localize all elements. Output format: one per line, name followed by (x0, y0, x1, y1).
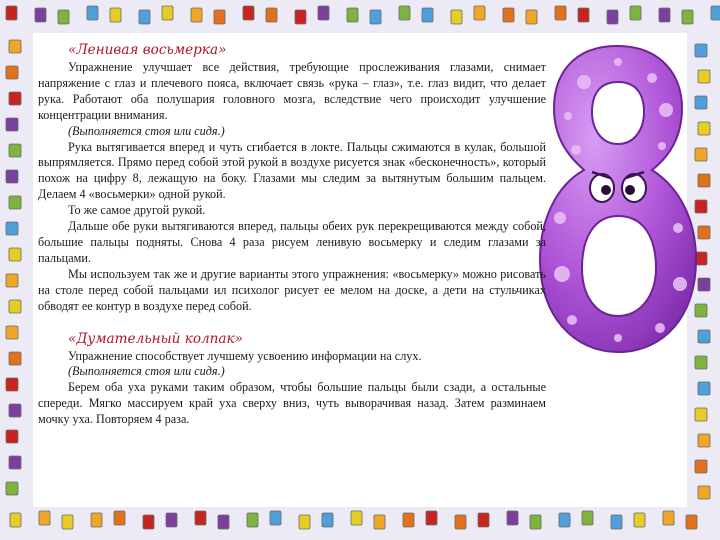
frame-square (6, 66, 18, 79)
frame-square (295, 10, 306, 24)
frame-square (6, 274, 18, 287)
purple-number-eight-character-icon (532, 38, 702, 358)
frame-square (607, 10, 618, 24)
frame-square (659, 8, 670, 22)
frame-square (35, 8, 46, 22)
frame-square (698, 486, 710, 499)
frame-square (478, 513, 489, 527)
frame-square (663, 511, 674, 525)
frame-square (9, 248, 21, 261)
frame-square (9, 92, 21, 105)
frame-square (10, 513, 21, 527)
frame-square (9, 456, 21, 469)
frame-square (6, 326, 18, 339)
frame-square (87, 6, 98, 20)
frame-square (6, 170, 18, 183)
frame-square (698, 434, 710, 447)
frame-square (39, 511, 50, 525)
frame-square (58, 10, 69, 24)
frame-square (559, 513, 570, 527)
frame-square (6, 118, 18, 131)
frame-square (9, 144, 21, 157)
frame-square (530, 515, 541, 529)
frame-square (266, 8, 277, 22)
frame-square (370, 10, 381, 24)
paragraph: То же самое другой рукой. (68, 203, 206, 218)
frame-square (474, 6, 485, 20)
frame-square (322, 513, 333, 527)
frame-square (6, 222, 18, 235)
frame-square (91, 513, 102, 527)
frame-square (62, 515, 73, 529)
frame-square (318, 6, 329, 20)
frame-square (555, 6, 566, 20)
frame-square (299, 515, 310, 529)
frame-square (695, 460, 707, 473)
frame-square (143, 515, 154, 529)
paragraph: Дальше обе руки вытягиваются вперед, пальцы обеих рук перекрещиваются между собой, большие пальцы подняты. Снова 4 раза рисуем ленивую восьмерку и следим глазами за пальцами. (38, 219, 546, 265)
frame-square (243, 6, 254, 20)
frame-square (634, 513, 645, 527)
frame-square (162, 6, 173, 20)
frame-square (426, 511, 437, 525)
frame-square (195, 511, 206, 525)
frame-square (9, 404, 21, 417)
article-text (38, 40, 546, 428)
frame-square (214, 10, 225, 24)
paragraph-intro: Упражнение способствует лучшему усвоению информации на слух. (68, 348, 422, 363)
frame-square (139, 10, 150, 24)
frame-square (399, 6, 410, 20)
frame-square (374, 515, 385, 529)
paragraph: Рука вытягивается вперед и чуть сгибается в локте. Пальцы сжимаются в кулак, большой выпрямляется. Прямо перед собой этой рукой в воздухе рисуется знак «бесконечность», который похож на цифру 8, лежащую на боку. Глазами мы следим за вытянутым большим пальцем. Делаем 4 «восьмерки» одной рукой. (38, 139, 546, 202)
section-title-thinking-cap: «Думательный колпак» (68, 330, 243, 347)
paragraph-intro: Упражнение улучшает все действия, требующие прослеживания глазами, снимает напряжение с глаз и плечевого пояса, включает связь «рука – глаз», т.е. глаз видит, что делает рука. Работают оба полушария головного мозга, вследствие чего происходит улучшение концентрации внимания. (38, 60, 546, 122)
frame-square (6, 430, 18, 443)
frame-square (6, 482, 18, 495)
frame-square (9, 300, 21, 313)
frame-square (9, 352, 21, 365)
frame-square (451, 10, 462, 24)
frame-square (247, 513, 258, 527)
execution-note: (Выполняется стоя или сидя.) (68, 364, 225, 379)
frame-square (347, 8, 358, 22)
frame-square (526, 10, 537, 24)
paragraph: Мы используем так же и другие варианты этого упражнения: «восьмерку» можно рисовать на столе перед собой пальцами ил психолог рисует ее мелом на доске, а дети на стульчиках обводят ее контур в воздухе перед собой. (38, 266, 546, 313)
frame-square (9, 40, 21, 53)
frame-square (6, 378, 18, 391)
frame-square (582, 511, 593, 525)
paragraph: Берем оба уха руками таким образом, чтобы большие пальцы были сзади, а остальные спереди. Мягко массируем край уха сверху вниз, чуть выворачивая назад. Затем разминаем мочку уха. Повторяем 4 раза. (38, 380, 546, 427)
frame-square (578, 8, 589, 22)
frame-square (422, 8, 433, 22)
frame-square (503, 8, 514, 22)
execution-note: (Выполняется стоя или сидя.) (68, 123, 225, 138)
frame-square (403, 513, 414, 527)
frame-square (114, 511, 125, 525)
frame-square (191, 8, 202, 22)
frame-square (270, 511, 281, 525)
section-title-lazy-eight: «Ленивая восьмерка» (68, 42, 227, 58)
frame-square (455, 515, 466, 529)
frame-square (507, 511, 518, 525)
frame-square (166, 513, 177, 527)
frame-square (611, 515, 622, 529)
frame-square (218, 515, 229, 529)
frame-square (711, 6, 720, 20)
frame-square (695, 408, 707, 421)
frame-square (351, 511, 362, 525)
frame-square (110, 8, 121, 22)
frame-square (698, 382, 710, 395)
frame-square (9, 196, 21, 209)
frame-square (630, 6, 641, 20)
frame-square (6, 6, 17, 20)
frame-square (682, 10, 693, 24)
frame-square (686, 515, 697, 529)
